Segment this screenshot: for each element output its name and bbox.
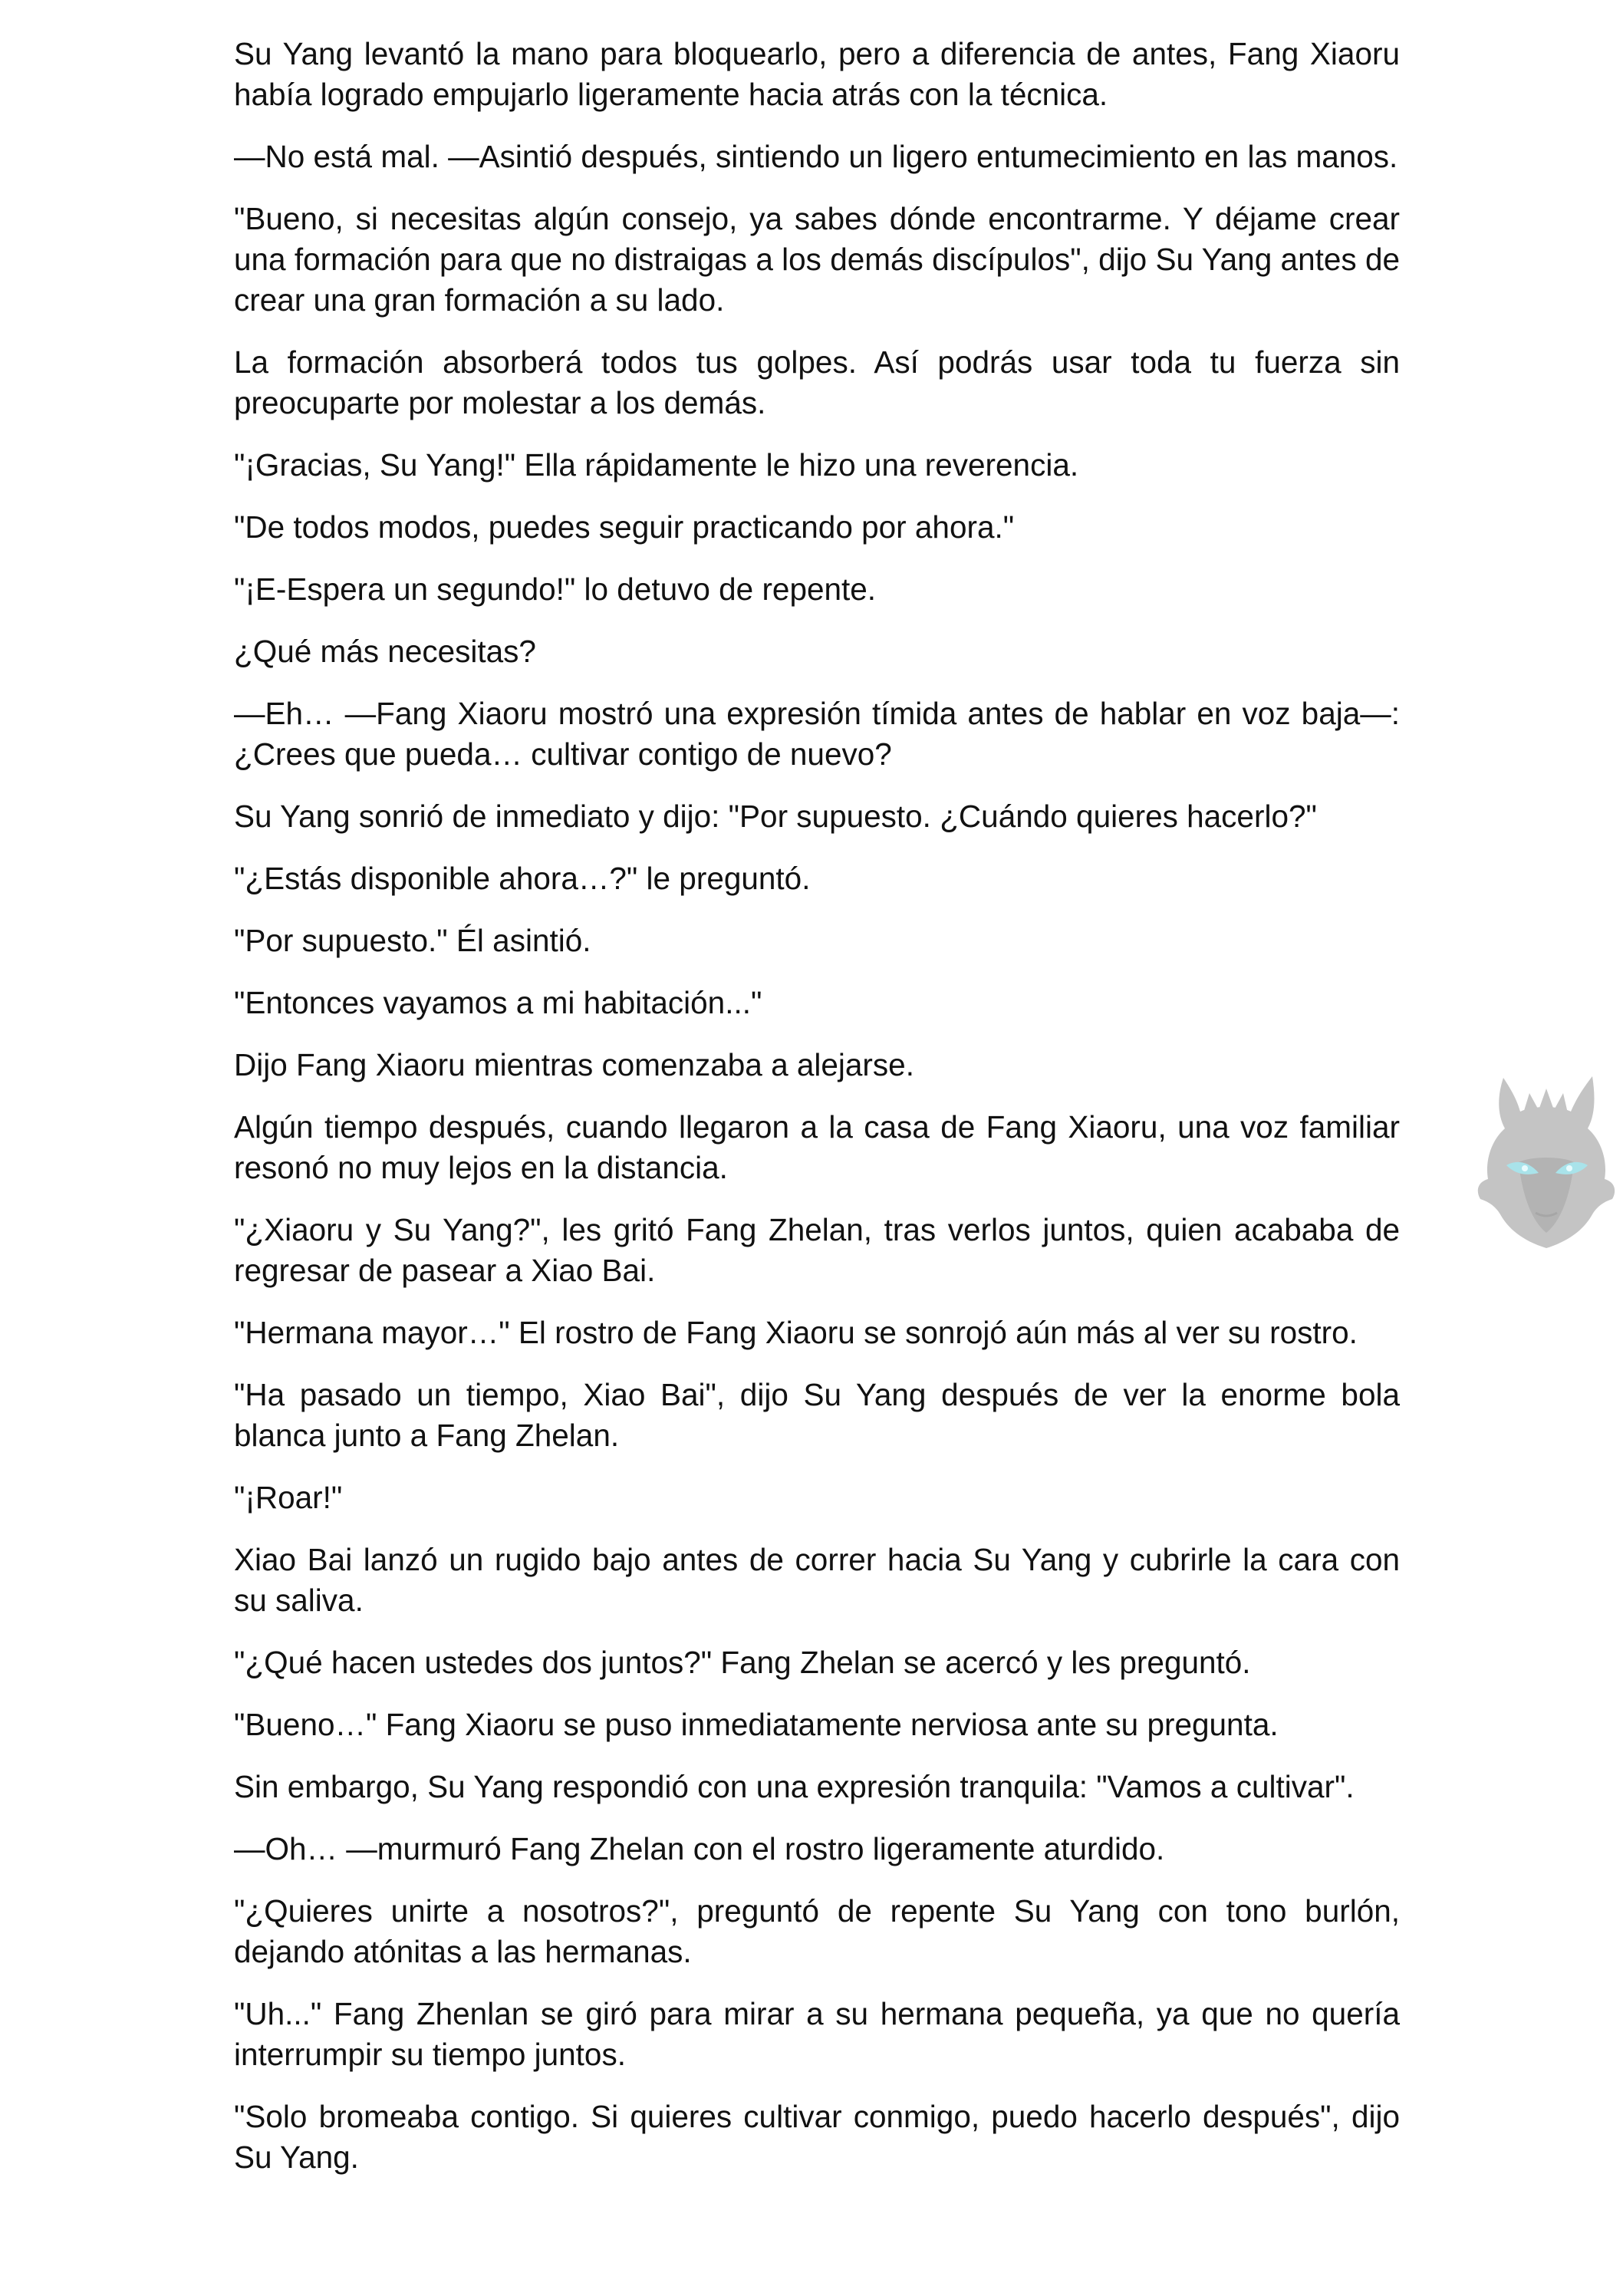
demon-head-icon <box>1473 1070 1618 1254</box>
paragraph: "¿Xiaoru y Su Yang?", les gritó Fang Zhelan, tras verlos juntos, quien acababa de regresar de pasear a Xiao Bai. <box>234 1212 1400 1288</box>
paragraph: —Eh… —Fang Xiaoru mostró una expresión tímida antes de hablar en voz baja—: ¿Crees que pueda… cultivar contigo de nuevo? <box>234 696 1400 772</box>
paragraph: ¿Qué más necesitas? <box>234 634 536 669</box>
paragraph: Su Yang levantó la mano para bloquearlo, pero a diferencia de antes, Fang Xiaoru había logrado empujarlo ligeramente hacia atrás con la técnica. <box>234 36 1400 112</box>
paragraph: Algún tiempo después, cuando llegaron a la casa de Fang Xiaoru, una voz familiar resonó no muy lejos en la distancia. <box>234 1109 1400 1185</box>
paragraph: Dijo Fang Xiaoru mientras comenzaba a alejarse. <box>234 1047 914 1082</box>
paragraph: "De todos modos, puedes seguir practicando por ahora." <box>234 509 1015 545</box>
paragraph: —No está mal. —Asintió después, sintiendo un ligero entumecimiento en las manos. <box>234 139 1398 174</box>
paragraph: "Bueno, si necesitas algún consejo, ya sabes dónde encontrarme. Y déjame crear una formación para que no distraigas a los demás discípulos", dijo Su Yang antes de crear una gran formación a su lado. <box>234 201 1400 318</box>
paragraph: "Hermana mayor…" El rostro de Fang Xiaoru se sonrojó aún más al ver su rostro. <box>234 1315 1358 1350</box>
paragraph: Sin embargo, Su Yang respondió con una expresión tranquila: "Vamos a cultivar". <box>234 1769 1355 1804</box>
document-body <box>234 34 1400 2199</box>
paragraph: "Entonces vayamos a mi habitación..." <box>234 985 762 1020</box>
paragraph: "Ha pasado un tiempo, Xiao Bai", dijo Su Yang después de ver la enorme bola blanca junto a Fang Zhelan. <box>234 1377 1400 1453</box>
paragraph: —Oh… —murmuró Fang Zhelan con el rostro ligeramente aturdido. <box>234 1831 1165 1866</box>
paragraph: "Uh..." Fang Zhenlan se giró para mirar a su hermana pequeña, ya que no quería interrumpir su tiempo juntos. <box>234 1996 1400 2072</box>
paragraph: "Solo bromeaba contigo. Si quieres cultivar conmigo, puedo hacerlo después", dijo Su Yang. <box>234 2099 1400 2175</box>
paragraph: "¿Estás disponible ahora…?" le preguntó. <box>234 861 811 896</box>
paragraph: Xiao Bai lanzó un rugido bajo antes de correr hacia Su Yang y cubrirle la cara con su saliva. <box>234 1542 1400 1618</box>
paragraph: "¿Qué hacen ustedes dos juntos?" Fang Zhelan se acercó y les preguntó. <box>234 1645 1251 1680</box>
paragraph: "¿Quieres unirte a nosotros?", preguntó de repente Su Yang con tono burlón, dejando atónitas a las hermanas. <box>234 1893 1400 1969</box>
paragraph: "¡Roar!" <box>234 1480 343 1515</box>
paragraph: "¡E-Espera un segundo!" lo detuvo de repente. <box>234 572 877 607</box>
paragraph: "¡Gracias, Su Yang!" Ella rápidamente le hizo una reverencia. <box>234 447 1079 483</box>
paragraph: "Bueno…" Fang Xiaoru se puso inmediatamente nerviosa ante su pregunta. <box>234 1707 1279 1742</box>
paragraph: Su Yang sonrió de inmediato y dijo: "Por supuesto. ¿Cuándo quieres hacerlo?" <box>234 799 1317 834</box>
paragraph: "Por supuesto." Él asintió. <box>234 923 591 958</box>
paragraph: La formación absorberá todos tus golpes. Así podrás usar toda tu fuerza sin preocuparte por molestar a los demás. <box>234 344 1400 420</box>
